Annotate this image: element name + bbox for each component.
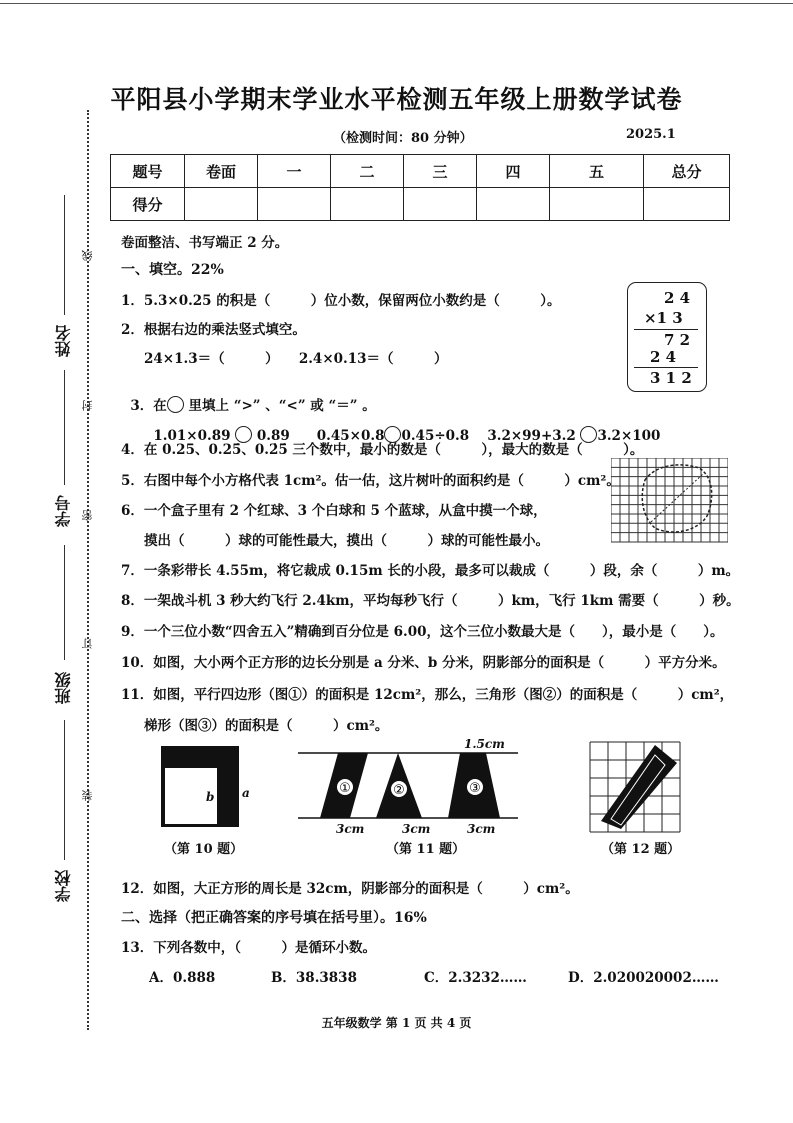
compare-right: 0.89 (256, 428, 290, 444)
score-cell[interactable] (477, 188, 550, 221)
question-6: 6．一个盒子里有 2 个红球、3 个白球和 5 个蓝球，从盒中摸一个球， (121, 503, 547, 519)
fig11-bottom-length: 3cm (467, 822, 496, 836)
leaf-vein (651, 474, 703, 522)
question-3-instruction: 里填上 “>” 、“<” 或 “＝” 。 (183, 398, 376, 414)
score-cell[interactable] (185, 188, 258, 221)
figure-11 (298, 751, 520, 821)
fig11-bottom-length: 3cm (336, 822, 365, 836)
seal-mark-bind: 装 (81, 790, 94, 801)
question-3-prefix: 3．在 (130, 398, 167, 414)
multiplier: ×1 3 (644, 309, 683, 327)
partial-product-2: 2 4 (650, 348, 677, 366)
multiplication-rule (634, 329, 698, 330)
school-label: 学校 (54, 870, 73, 902)
figure-12 (589, 741, 681, 833)
figure-12-caption: （第 12 题） (601, 842, 681, 857)
leaf-grid-figure (611, 458, 728, 543)
exam-duration: （检测时间：80 分钟） (333, 131, 473, 146)
multiplicand: 2 4 (664, 289, 691, 307)
score-row-label: 得分 (111, 188, 185, 221)
score-header-cell: 三 (404, 155, 477, 188)
fig11-bottom-length: 3cm (402, 822, 431, 836)
question-6-blanks: 摸出（ ）球的可能性最大，摸出（ ）球的可能性最小。 (144, 533, 549, 549)
score-cell[interactable] (331, 188, 404, 221)
question-13: 13．下列各数中，（ ）是循环小数。 (121, 940, 377, 956)
question-5: 5．右图中每个小方格代表 1cm²。估一估，这片树叶的面积约是（ ）cm²。 (121, 473, 620, 489)
option-a[interactable]: A．0.888 (149, 970, 216, 986)
question-11-blanks: 梯形（图③）的面积是（ ）cm²。 (144, 718, 389, 734)
top-edge-line (0, 3, 793, 4)
fig11-top-length: 1.5cm (464, 737, 505, 751)
exam-date: 2025.1 (626, 127, 676, 142)
fig-label-2: ② (393, 783, 405, 798)
seal-mark-secret: 密 (81, 510, 94, 521)
score-header-cell: 五 (550, 155, 644, 188)
product: 3 1 2 (650, 369, 692, 387)
question-10: 10．如图，大小两个正方形的边长分别是 a 分米、b 分米，阴影部分的面积是（ ）平方分米。 (121, 655, 726, 671)
multiplication-box (627, 282, 707, 392)
score-table (110, 154, 730, 221)
question-1: 1．5.3×0.25 的积是（ ）位小数，保留两位小数约是（ ）。 (121, 293, 561, 309)
score-cell[interactable] (404, 188, 477, 221)
binding-dotted-line (87, 110, 89, 1030)
number-underline (64, 370, 65, 485)
figure-10 (160, 745, 242, 830)
score-header-cell: 题号 (111, 155, 185, 188)
score-table-score-row (111, 188, 730, 221)
compare-left: 0.45×0.8 (316, 428, 385, 444)
seal-mark-staple: 订 (81, 638, 94, 649)
figure-11-caption: （第 11 题） (386, 842, 466, 857)
fig-label-1: ① (339, 781, 351, 796)
score-cell[interactable] (258, 188, 331, 221)
question-9: 9．一个三位小数“四舍五入”精确到百分位是 6.00，这个三位小数最大是（ ），最小是（ ）。 (121, 624, 724, 640)
neatness-note: 卷面整洁、书写端正 2 分。 (121, 235, 289, 251)
figure-10-caption: （第 10 题） (164, 842, 244, 857)
question-2-blanks: 24×1.3＝（ ） 2.4×0.13＝（ ） (144, 351, 448, 367)
number-label: 学号 (54, 495, 73, 527)
class-label: 班级 (54, 672, 73, 704)
option-b[interactable]: B．38.3838 (271, 970, 357, 986)
compare-left: 3.2×99+3.2 (487, 428, 576, 444)
compare-right: 3.2×100 (597, 428, 661, 444)
option-d[interactable]: D．2.020020002…… (568, 970, 719, 986)
page-footer: 五年级数学 第 1 页 共 4 页 (321, 1016, 472, 1030)
question-4: 4．在 0.25、0.25̇、0.2̇5̇ 三个数中，最小的数是（ ），最大的数是（ ）。 (121, 442, 644, 458)
exam-title: 平阳县小学期末学业水平检测五年级上册数学试卷 (110, 85, 683, 114)
name-label: 姓名 (54, 325, 73, 357)
question-11: 11．如图，平行四边形（图①）的面积是 12cm²，那么，三角形（图②）的面积是（ ）cm²， (121, 687, 734, 703)
score-header-cell: 一 (258, 155, 331, 188)
option-c[interactable]: C．2.3232…… (424, 970, 527, 986)
score-cell[interactable] (644, 188, 730, 221)
question-8: 8．一架战斗机 3 秒大约飞行 2.4km，平均每秒飞行（ ）km，飞行 1km 需要（ ）秒。 (121, 593, 740, 609)
name-underline (64, 195, 65, 315)
score-header-cell: 总分 (644, 155, 730, 188)
score-header-cell: 卷面 (185, 155, 258, 188)
compare-left: 1.01×0.89 (153, 428, 231, 444)
section-2-heading: 二、选择（把正确答案的序号填在括号里）。16% (121, 910, 427, 926)
question-7: 7．一条彩带长 4.55m，将它裁成 0.15m 长的小段，最多可以裁成（ ）段，余（ ）m。 (121, 563, 740, 579)
class-underline (64, 545, 65, 660)
question-2: 2．根据右边的乘法竖式填空。 (121, 322, 306, 338)
fig-label-3: ③ (469, 781, 481, 796)
score-header-cell: 二 (331, 155, 404, 188)
multiplication-rule (634, 367, 698, 368)
score-table-header-row (111, 155, 730, 188)
seal-mark-seal: 封 (81, 400, 94, 411)
seal-mark-line: 线 (81, 250, 94, 261)
label-a: a (242, 786, 250, 800)
score-cell[interactable] (550, 188, 644, 221)
compare-right: 0.45÷0.8 (401, 428, 470, 444)
school-underline (64, 720, 65, 860)
label-b: b (206, 790, 215, 804)
question-12: 12．如图，大正方形的周长是 32cm，阴影部分的面积是（ ）cm²。 (121, 881, 579, 897)
section-1-heading: 一、填空。22% (121, 262, 224, 278)
partial-product-1: 7 2 (664, 331, 691, 349)
score-header-cell: 四 (477, 155, 550, 188)
